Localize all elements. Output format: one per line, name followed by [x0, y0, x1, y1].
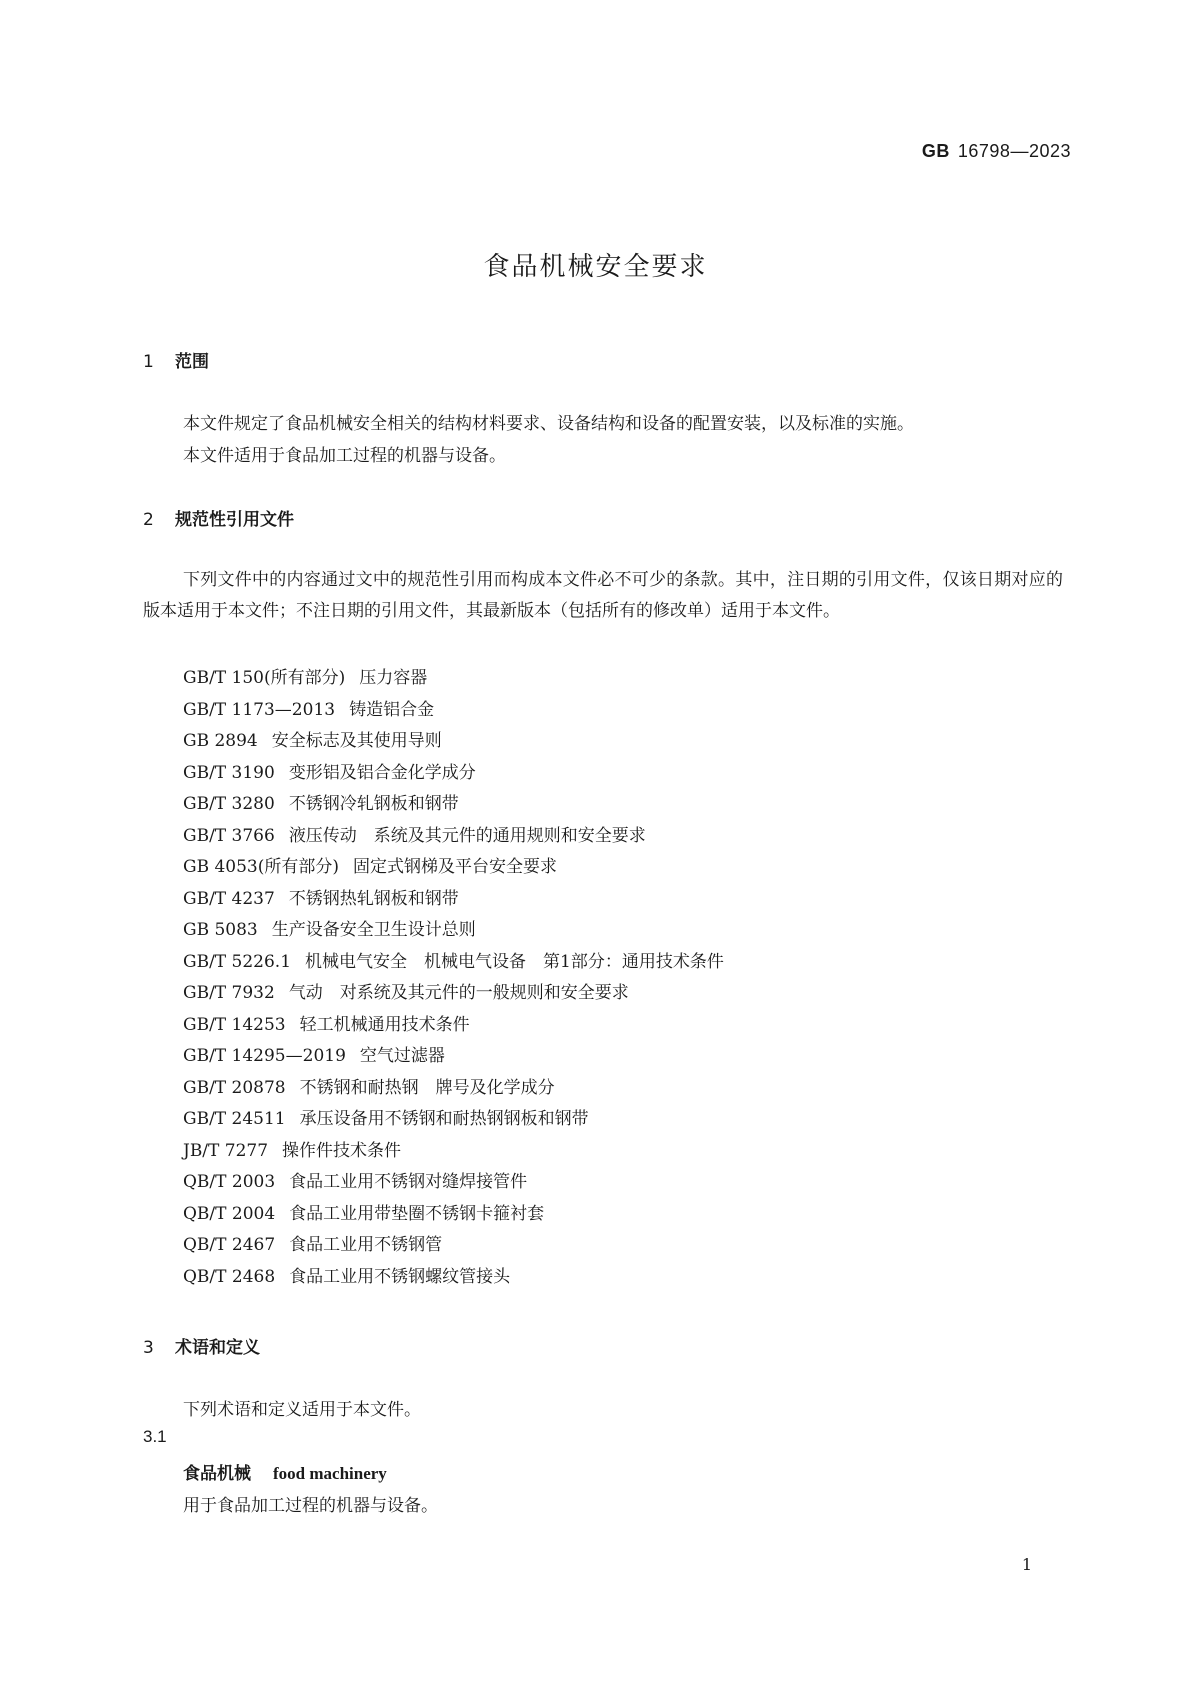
- reference-list: [183, 663, 724, 1293]
- section-number: 2: [143, 510, 154, 530]
- section-heading-terms-and-definitions: [143, 1333, 260, 1358]
- standard-code: [922, 141, 1071, 162]
- reference-code: QB/T 2003: [183, 1172, 276, 1192]
- reference-code: GB/T 150(所有部分): [183, 668, 346, 688]
- reference-name: 操作件技术条件: [282, 1140, 402, 1161]
- section-title: 规范性引用文件: [175, 510, 294, 530]
- reference-item: [183, 821, 724, 853]
- scope-paragraph-1: 本文件规定了食品机械安全相关的结构材料要求、设备结构和设备的配置安装，以及标准的实施。: [183, 414, 914, 434]
- reference-item: [183, 1199, 724, 1231]
- reference-code: GB/T 4237: [183, 888, 275, 909]
- reference-item: [183, 1010, 724, 1042]
- references-intro-paragraph: 下列文件中的内容通过文中的规范性引用而构成本文件必不可少的条款。其中，注日期的引用文件，仅该日期对应的版本适用于本文件；不注日期的引用文件，其最新版本（包括所有的修改单）适用于本文件。: [143, 570, 1063, 621]
- section-title: 术语和定义: [175, 1338, 260, 1358]
- standard-prefix: GB: [921, 141, 950, 161]
- reference-item: [183, 915, 724, 947]
- reference-item: [183, 1041, 724, 1073]
- reference-code: QB/T 2467: [183, 1235, 276, 1255]
- reference-code: GB 4053(所有部分): [183, 857, 340, 877]
- reference-code: GB 2894: [183, 731, 258, 751]
- scope-paragraph-2: 本文件适用于食品加工过程的机器与设备。: [183, 446, 506, 466]
- reference-code: GB/T 5226.1: [183, 951, 292, 972]
- reference-name: 压力容器: [359, 668, 428, 688]
- reference-name: 食品工业用不锈钢对缝焊接管件: [289, 1172, 528, 1192]
- reference-code: QB/T 2004: [183, 1203, 276, 1224]
- reference-name: 空气过滤器: [359, 1046, 445, 1066]
- reference-item: [183, 884, 724, 916]
- reference-item: [183, 695, 724, 727]
- reference-item: [183, 1104, 724, 1136]
- reference-code: JB/T 7277: [183, 1140, 269, 1161]
- section-heading-scope: [143, 347, 209, 372]
- reference-name: 食品工业用不锈钢螺纹管接头: [289, 1266, 511, 1287]
- reference-name: 气动 对系统及其元件的一般规则和安全要求: [288, 983, 629, 1003]
- reference-name: 液压传动 系统及其元件的通用规则和安全要求: [288, 825, 646, 846]
- reference-name: 机械电气安全 机械电气设备 第1部分：通用技术条件: [305, 951, 724, 972]
- reference-name: 固定式钢梯及平台安全要求: [353, 857, 558, 877]
- reference-name: 不锈钢冷轧钢板和钢带: [288, 794, 459, 814]
- reference-code: GB/T 3766: [183, 825, 275, 846]
- reference-item: [183, 726, 724, 758]
- reference-code: GB/T 24511: [183, 1109, 286, 1129]
- reference-item: [183, 663, 724, 695]
- section-title: 范围: [175, 352, 209, 372]
- reference-item: [183, 978, 724, 1010]
- reference-name: 变形铝及铝合金化学成分: [288, 762, 476, 783]
- document-title: 食品机械安全要求: [483, 252, 708, 282]
- term-english: food machinery: [273, 1464, 387, 1483]
- standard-number: 16798—2023: [957, 141, 1071, 161]
- section-number: 1: [143, 352, 154, 372]
- reference-code: GB 5083: [183, 920, 258, 940]
- reference-item: [183, 789, 724, 821]
- section-heading-normative-references: [143, 505, 294, 530]
- reference-code: GB/T 3280: [183, 794, 275, 814]
- reference-name: 铸造铝合金: [349, 699, 435, 720]
- reference-code: GB/T 14253: [183, 1014, 286, 1035]
- reference-name: 承压设备用不锈钢和耐热钢钢板和钢带: [299, 1109, 589, 1129]
- reference-name: 生产设备安全卫生设计总则: [271, 920, 476, 940]
- term-definition: 用于食品加工过程的机器与设备。: [183, 1496, 438, 1516]
- reference-code: GB/T 1173—2013: [183, 699, 336, 720]
- reference-code: QB/T 2468: [183, 1266, 276, 1287]
- reference-code: GB/T 7932: [183, 983, 275, 1003]
- reference-name: 不锈钢热轧钢板和钢带: [288, 888, 459, 909]
- reference-code: GB/T 3190: [183, 762, 275, 783]
- reference-item: [183, 758, 724, 790]
- reference-item: [183, 1230, 724, 1262]
- reference-item: [183, 947, 724, 979]
- reference-code: GB/T 20878: [183, 1077, 286, 1098]
- reference-name: 食品工业用不锈钢管: [289, 1235, 443, 1255]
- reference-code: GB/T 14295—2019: [183, 1046, 346, 1066]
- terms-intro: 下列术语和定义适用于本文件。: [183, 1400, 421, 1420]
- reference-item: [183, 1136, 724, 1168]
- term-title: [183, 1459, 387, 1484]
- reference-name: 轻工机械通用技术条件: [299, 1014, 470, 1035]
- page-number: 1: [1021, 1555, 1032, 1574]
- reference-item: [183, 852, 724, 884]
- reference-item: [183, 1073, 724, 1105]
- reference-item: [183, 1262, 724, 1294]
- reference-name: 不锈钢和耐热钢 牌号及化学成分: [299, 1077, 555, 1098]
- reference-name: 安全标志及其使用导则: [271, 731, 442, 751]
- term-chinese: 食品机械: [183, 1464, 251, 1484]
- section-number: 3: [143, 1338, 154, 1358]
- reference-item: [183, 1167, 724, 1199]
- term-number: 3.1: [143, 1427, 167, 1446]
- reference-name: 食品工业用带垫圈不锈钢卡箍衬套: [289, 1203, 545, 1224]
